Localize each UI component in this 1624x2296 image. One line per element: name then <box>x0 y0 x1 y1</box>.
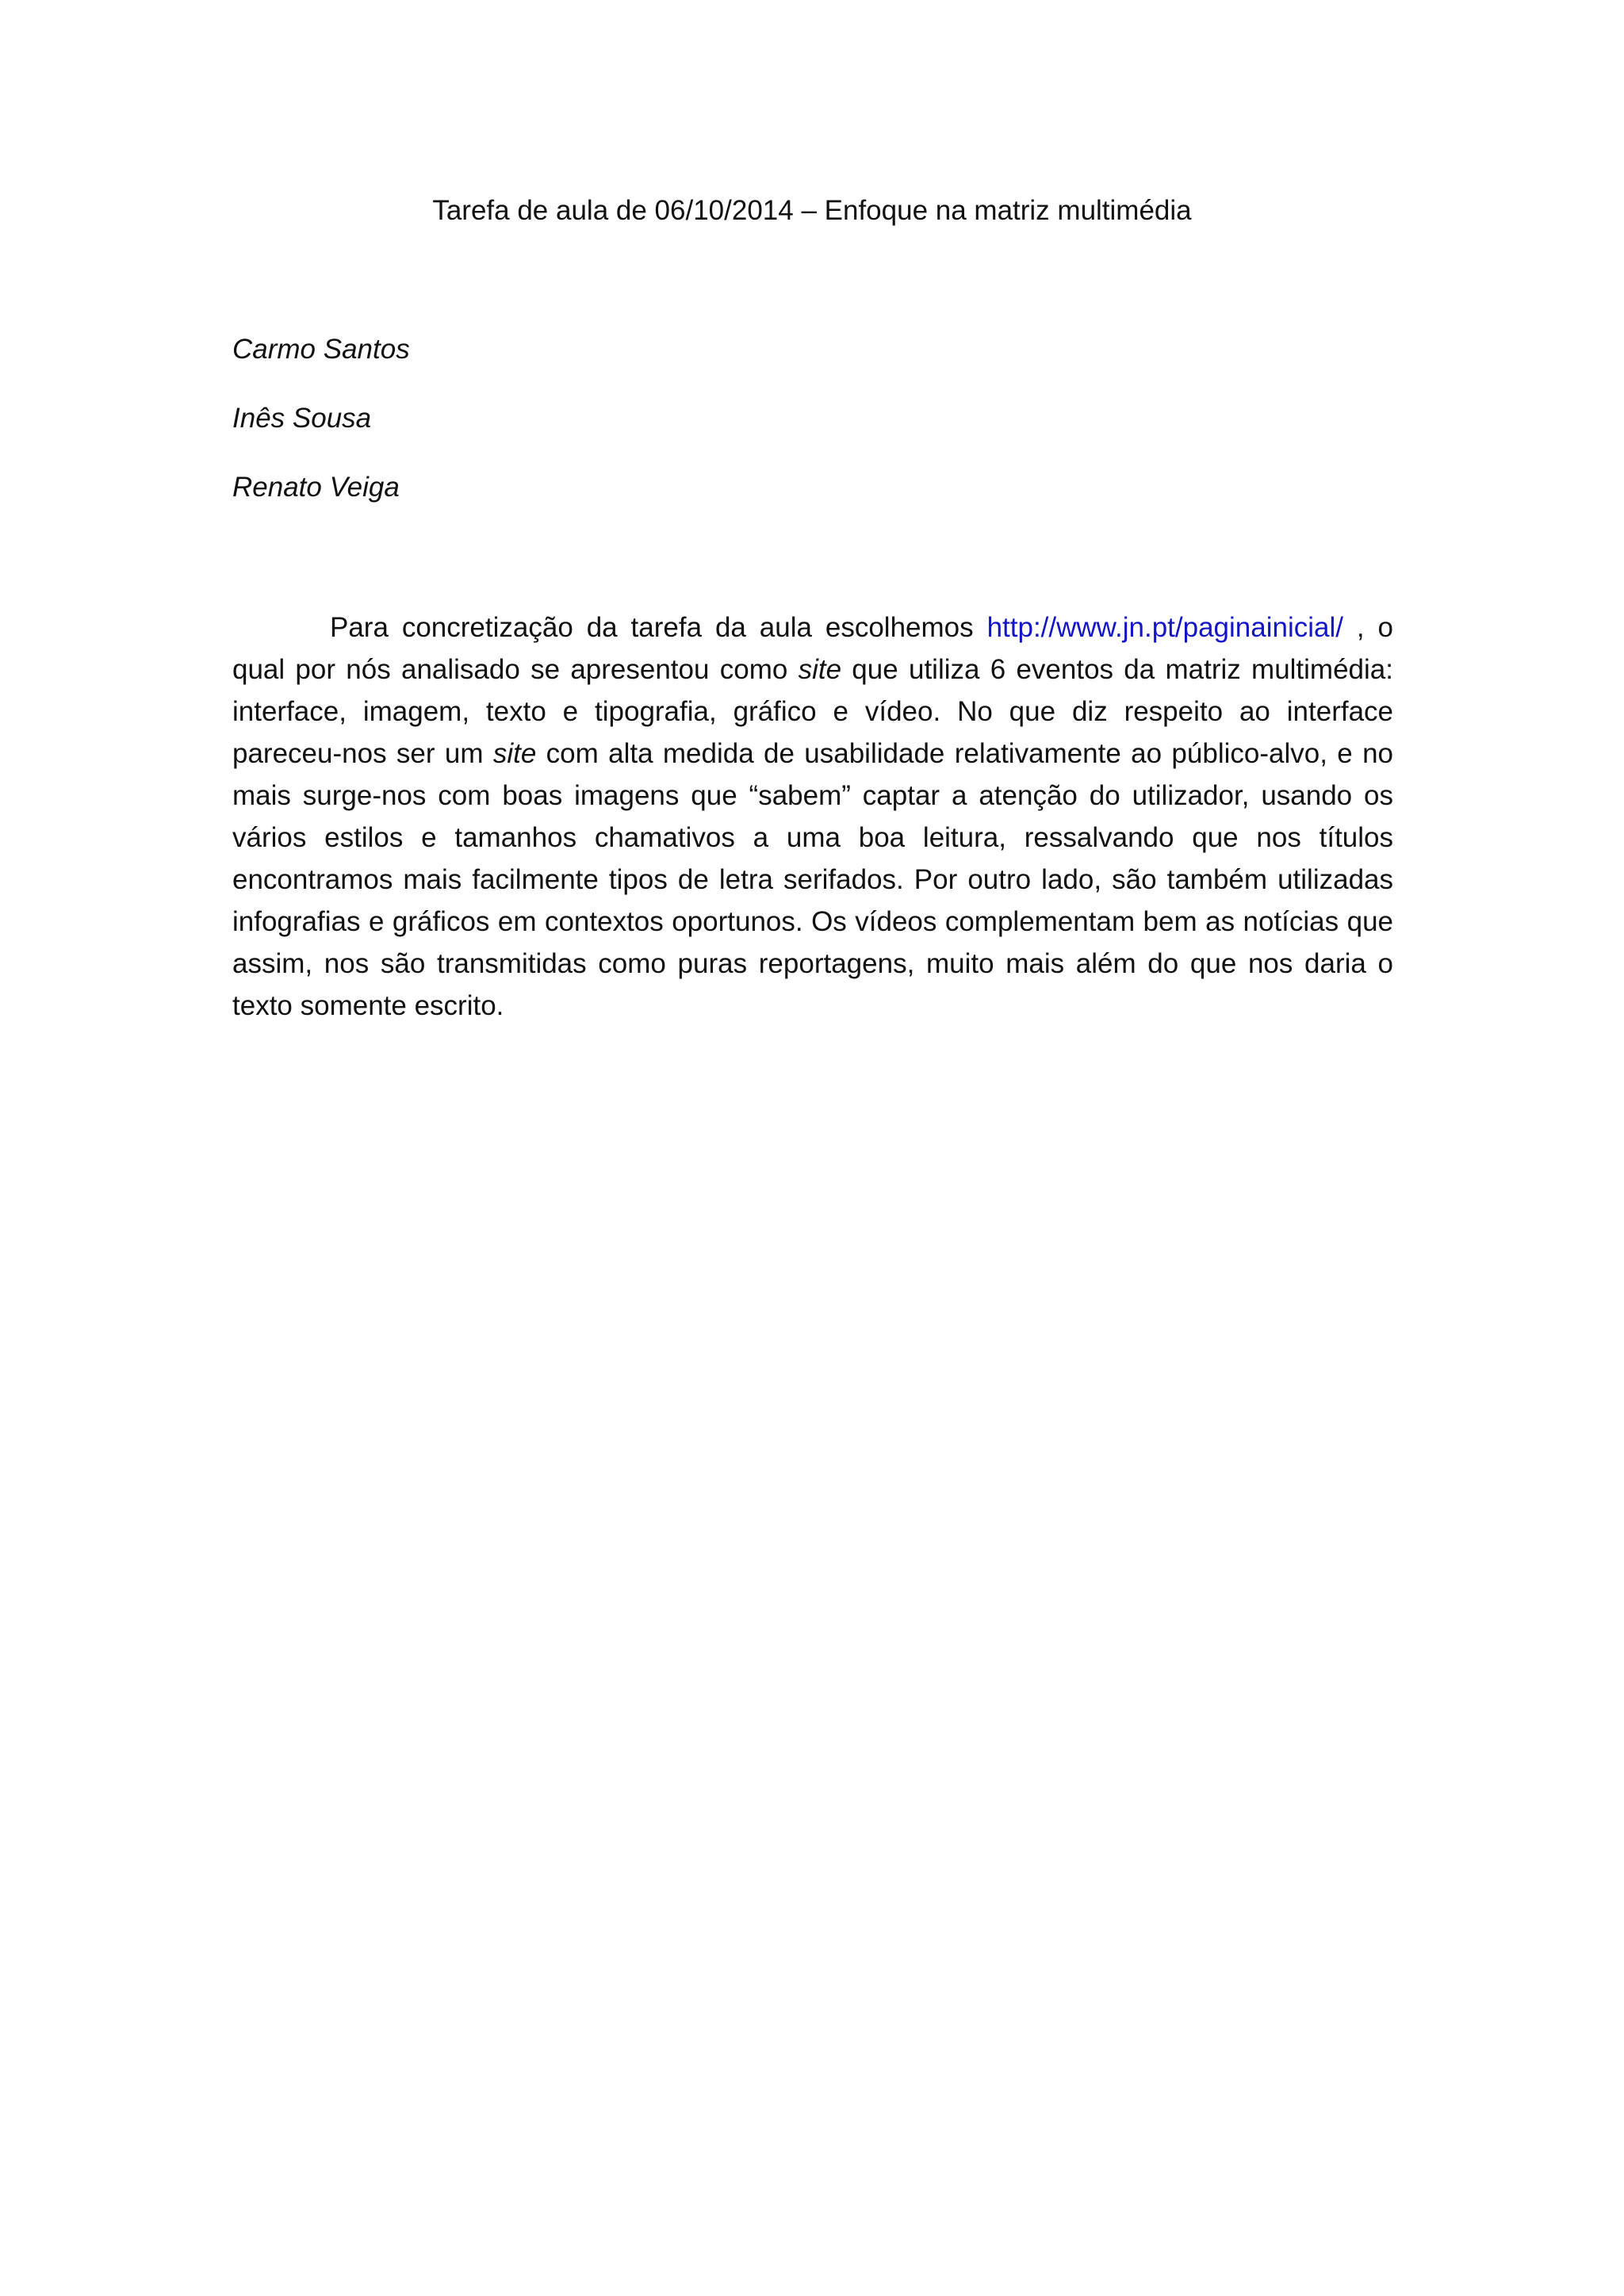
paragraph-text: , o qual por nós analisado se apresentou como <box>232 612 1393 685</box>
emphasized-term: site <box>492 738 537 769</box>
website-link[interactable]: http://www.jn.pt/paginainicial/ <box>986 612 1343 643</box>
paragraph-text: que utiliza 6 eventos da matriz multimédia: interface, imagem, texto e tipografia, gráfico e vídeo. No que diz respeito ao interface pareceu-nos ser um <box>232 654 1393 769</box>
paragraph-text: com alta medida de usabilidade relativamente ao público-alvo, e no mais surge-nos com boas imagens que “sabem” captar a atenção do utilizador, usando os vários estilos e tamanhos chamativos a uma boa leitura, ressalvando que nos títulos encontramos mais facilmente tipos de letra serifados. Por outro lado, são também utilizadas infografias e gráficos em contextos oportunos. Os vídeos complementam bem as notícias que assim, nos são transmitidas como puras reportagens, muito mais além do que nos daria o texto somente escrito. <box>232 738 1394 1021</box>
body-paragraph <box>232 607 1393 1027</box>
paragraph-text: Para concretização da tarefa da aula escolhemos <box>330 612 987 643</box>
author-name: Renato Veiga <box>232 472 400 503</box>
author-list <box>232 329 410 536</box>
author-name: Carmo Santos <box>232 334 410 365</box>
document-title: Tarefa de aula de 06/10/2014 – Enfoque na matriz multimédia <box>432 195 1192 226</box>
author-name: Inês Sousa <box>232 403 372 434</box>
emphasized-term: site <box>798 654 842 685</box>
